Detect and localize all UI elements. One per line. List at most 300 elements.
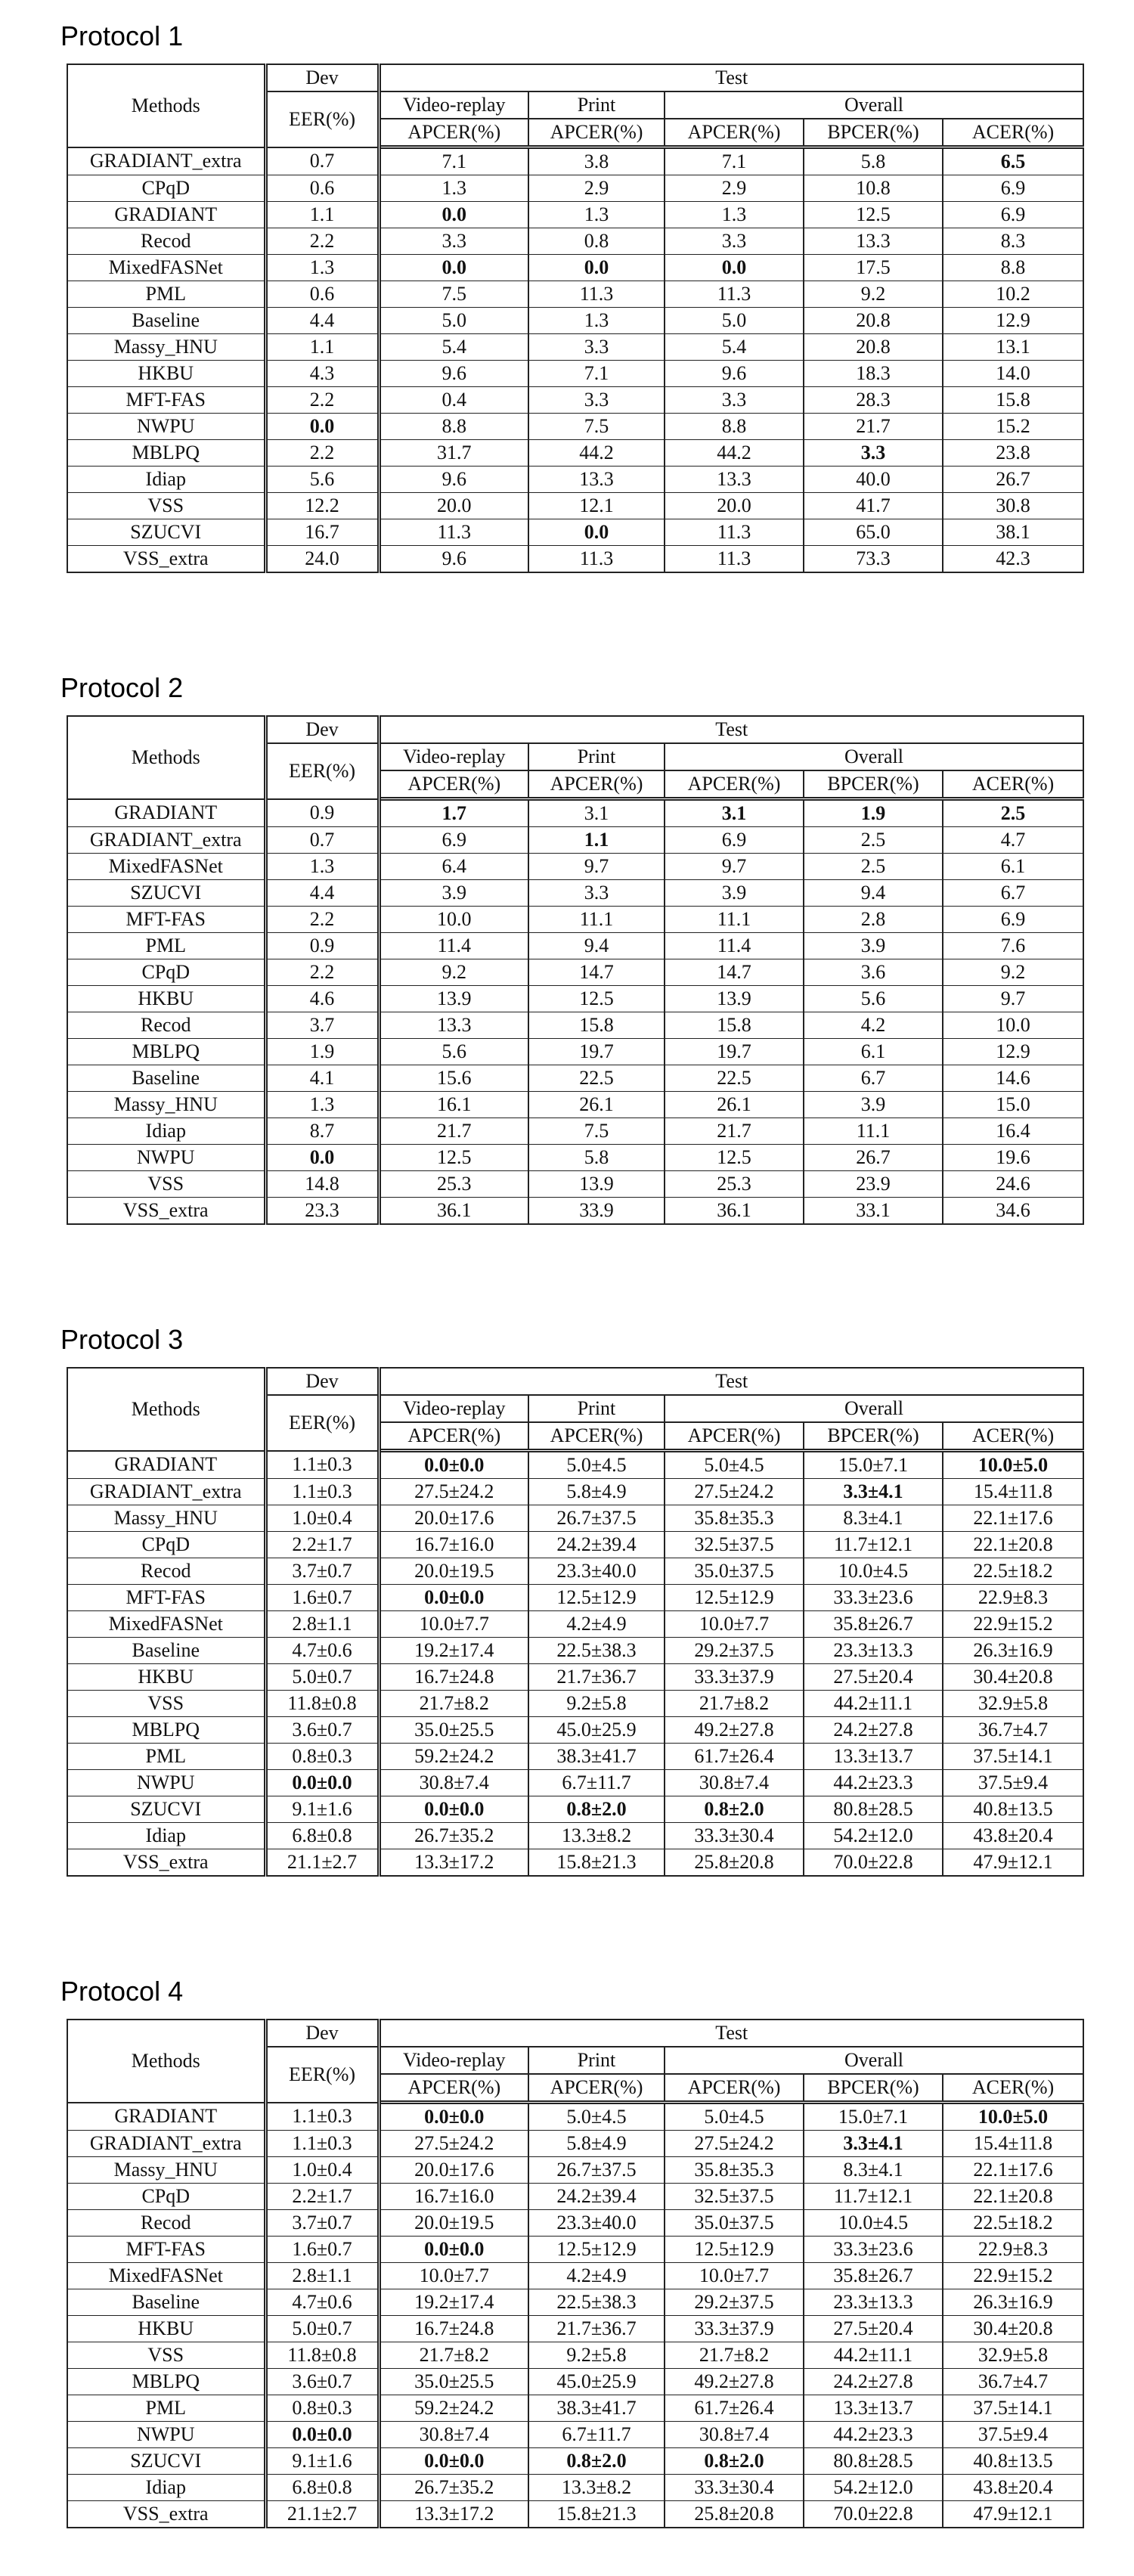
value-cell: 11.8±0.8 — [265, 2342, 379, 2369]
value-cell: 4.2±4.9 — [528, 1611, 665, 1638]
method-name-cell: SZUCVI — [67, 880, 265, 907]
method-name-cell: VSS — [67, 2342, 265, 2369]
method-name-cell: VSS_extra — [67, 1849, 265, 1877]
method-name-cell: MixedFASNet — [67, 255, 265, 281]
value-cell: 3.1 — [528, 799, 665, 827]
value-cell: 2.8 — [804, 907, 943, 933]
value-cell: 42.3 — [943, 546, 1083, 573]
video-replay-apcer-header: APCER(%) — [379, 2074, 528, 2103]
value-cell: 2.5 — [804, 854, 943, 880]
value-cell: 21.7±8.2 — [665, 1691, 804, 1717]
value-cell: 5.8 — [528, 1145, 665, 1171]
protocol-title: Protocol 4 — [60, 1976, 184, 2007]
print-header: Print — [528, 2047, 665, 2074]
value-cell: 13.9 — [665, 986, 804, 1012]
value-cell: 16.7±24.8 — [379, 1664, 528, 1691]
value-cell: 0.8±0.3 — [265, 1744, 379, 1770]
value-cell: 32.5±37.5 — [665, 2184, 804, 2210]
method-name-cell: PML — [67, 1744, 265, 1770]
value-cell: 12.5 — [528, 986, 665, 1012]
overall-bpcer-header: BPCER(%) — [804, 2074, 943, 2103]
overall-header: Overall — [665, 1395, 1083, 1422]
value-cell: 36.1 — [379, 1198, 528, 1225]
value-cell: 15.8 — [665, 1012, 804, 1039]
table-row — [67, 2422, 1083, 2448]
value-cell: 20.0 — [665, 493, 804, 519]
table-row — [67, 854, 1083, 880]
value-cell: 15.4±11.8 — [943, 1479, 1083, 1505]
value-cell: 22.1±17.6 — [943, 1505, 1083, 1532]
value-cell: 23.3±13.3 — [804, 2289, 943, 2316]
value-cell: 37.5±14.1 — [943, 2395, 1083, 2422]
value-cell: 34.6 — [943, 1198, 1083, 1225]
table-row — [67, 1849, 1083, 1877]
value-cell: 3.3 — [804, 440, 943, 467]
value-cell: 5.0±0.7 — [265, 2316, 379, 2342]
table-row — [67, 1770, 1083, 1796]
overall-bpcer-header: BPCER(%) — [804, 119, 943, 147]
method-name-cell: HKBU — [67, 2316, 265, 2342]
method-name-cell: PML — [67, 933, 265, 959]
table-row — [67, 1664, 1083, 1691]
value-cell: 0.6 — [265, 281, 379, 308]
value-cell: 36.7±4.7 — [943, 2369, 1083, 2395]
value-cell: 13.3±13.7 — [804, 1744, 943, 1770]
results-table — [67, 64, 1084, 573]
test-header: Test — [379, 64, 1083, 91]
method-name-cell: Recod — [67, 1558, 265, 1585]
table-row — [67, 2184, 1083, 2210]
value-cell: 23.3±13.3 — [804, 1638, 943, 1664]
value-cell: 5.8±4.9 — [528, 1479, 665, 1505]
value-cell: 23.3±40.0 — [528, 1558, 665, 1585]
value-cell: 0.7 — [265, 827, 379, 854]
value-cell: 3.3±4.1 — [804, 1479, 943, 1505]
value-cell: 13.9 — [528, 1171, 665, 1198]
table-row — [67, 255, 1083, 281]
value-cell: 1.9 — [265, 1039, 379, 1065]
overall-bpcer-header: BPCER(%) — [804, 770, 943, 799]
value-cell: 26.7±37.5 — [528, 1505, 665, 1532]
video-replay-header: Video-replay — [379, 1395, 528, 1422]
value-cell: 15.0±7.1 — [804, 1451, 943, 1479]
value-cell: 0.0 — [265, 1145, 379, 1171]
table-row — [67, 1039, 1083, 1065]
value-cell: 15.8 — [528, 1012, 665, 1039]
table-row — [67, 986, 1083, 1012]
value-cell: 15.8±21.3 — [528, 1849, 665, 1877]
value-cell: 20.0±17.6 — [379, 1505, 528, 1532]
value-cell: 3.3 — [528, 880, 665, 907]
overall-acer-header: ACER(%) — [943, 2074, 1083, 2103]
value-cell: 27.5±20.4 — [804, 2316, 943, 2342]
method-name-cell: MBLPQ — [67, 2369, 265, 2395]
print-header: Print — [528, 743, 665, 770]
table-row — [67, 1532, 1083, 1558]
value-cell: 2.5 — [804, 827, 943, 854]
value-cell: 18.3 — [804, 361, 943, 387]
method-name-cell: CPqD — [67, 1532, 265, 1558]
value-cell: 37.5±9.4 — [943, 2422, 1083, 2448]
value-cell: 2.9 — [528, 175, 665, 202]
eer-header: EER(%) — [265, 2047, 379, 2103]
table-row — [67, 2501, 1083, 2528]
value-cell: 13.3±17.2 — [379, 1849, 528, 1877]
value-cell: 0.8±0.3 — [265, 2395, 379, 2422]
table-row — [67, 2395, 1083, 2422]
value-cell: 5.0±0.7 — [265, 1664, 379, 1691]
value-cell: 0.8±2.0 — [665, 2448, 804, 2475]
value-cell: 47.9±12.1 — [943, 2501, 1083, 2528]
value-cell: 4.7±0.6 — [265, 2289, 379, 2316]
value-cell: 4.2 — [804, 1012, 943, 1039]
value-cell: 21.7±8.2 — [379, 2342, 528, 2369]
value-cell: 20.0 — [379, 493, 528, 519]
method-name-cell: Massy_HNU — [67, 2157, 265, 2184]
method-name-cell: VSS — [67, 1691, 265, 1717]
value-cell: 16.7±16.0 — [379, 2184, 528, 2210]
value-cell: 3.6±0.7 — [265, 2369, 379, 2395]
value-cell: 7.1 — [379, 147, 528, 175]
method-name-cell: Massy_HNU — [67, 1505, 265, 1532]
value-cell: 25.8±20.8 — [665, 2501, 804, 2528]
method-name-cell: GRADIANT_extra — [67, 827, 265, 854]
value-cell: 0.7 — [265, 147, 379, 175]
value-cell: 0.0±0.0 — [379, 2237, 528, 2263]
table-row — [67, 467, 1083, 493]
method-name-cell: GRADIANT_extra — [67, 1479, 265, 1505]
method-name-cell: GRADIANT — [67, 1451, 265, 1479]
value-cell: 35.0±25.5 — [379, 2369, 528, 2395]
value-cell: 11.8±0.8 — [265, 1691, 379, 1717]
value-cell: 1.1 — [528, 827, 665, 854]
method-name-cell: Idiap — [67, 2475, 265, 2501]
eer-header: EER(%) — [265, 1395, 379, 1451]
method-name-cell: MBLPQ — [67, 1039, 265, 1065]
overall-acer-header: ACER(%) — [943, 119, 1083, 147]
value-cell: 33.3±23.6 — [804, 2237, 943, 2263]
value-cell: 3.3±4.1 — [804, 2131, 943, 2157]
protocol-title: Protocol 1 — [60, 20, 184, 51]
value-cell: 3.9 — [804, 933, 943, 959]
value-cell: 27.5±20.4 — [804, 1664, 943, 1691]
table-row — [67, 440, 1083, 467]
value-cell: 20.0±19.5 — [379, 1558, 528, 1585]
value-cell: 21.1±2.7 — [265, 2501, 379, 2528]
value-cell: 80.8±28.5 — [804, 1796, 943, 1823]
table-row — [67, 1065, 1083, 1092]
value-cell: 1.3 — [265, 255, 379, 281]
table-row — [67, 1171, 1083, 1198]
value-cell: 7.6 — [943, 933, 1083, 959]
value-cell: 4.7±0.6 — [265, 1638, 379, 1664]
value-cell: 26.7±35.2 — [379, 2475, 528, 2501]
value-cell: 15.6 — [379, 1065, 528, 1092]
value-cell: 12.1 — [528, 493, 665, 519]
method-name-cell: Idiap — [67, 1118, 265, 1145]
method-name-cell: CPqD — [67, 175, 265, 202]
value-cell: 1.3 — [265, 1092, 379, 1118]
table-row — [67, 228, 1083, 255]
method-name-cell: HKBU — [67, 361, 265, 387]
value-cell: 59.2±24.2 — [379, 2395, 528, 2422]
value-cell: 27.5±24.2 — [665, 1479, 804, 1505]
value-cell: 9.4 — [804, 880, 943, 907]
value-cell: 26.3±16.9 — [943, 1638, 1083, 1664]
value-cell: 26.3±16.9 — [943, 2289, 1083, 2316]
value-cell: 6.9 — [943, 202, 1083, 228]
value-cell: 7.5 — [528, 1118, 665, 1145]
value-cell: 35.0±25.5 — [379, 1717, 528, 1744]
value-cell: 23.3 — [265, 1198, 379, 1225]
table-row — [67, 1479, 1083, 1505]
value-cell: 11.3 — [665, 281, 804, 308]
value-cell: 1.7 — [379, 799, 528, 827]
table-row — [67, 2210, 1083, 2237]
value-cell: 1.3 — [528, 308, 665, 334]
value-cell: 16.7±16.0 — [379, 1532, 528, 1558]
table-row — [67, 175, 1083, 202]
value-cell: 73.3 — [804, 546, 943, 573]
value-cell: 8.3 — [943, 228, 1083, 255]
table-row — [67, 1638, 1083, 1664]
table-row — [67, 2289, 1083, 2316]
value-cell: 7.1 — [528, 361, 665, 387]
value-cell: 21.7±36.7 — [528, 1664, 665, 1691]
value-cell: 10.8 — [804, 175, 943, 202]
value-cell: 10.0±5.0 — [943, 1451, 1083, 1479]
overall-acer-header: ACER(%) — [943, 770, 1083, 799]
value-cell: 3.3 — [379, 228, 528, 255]
method-name-cell: PML — [67, 281, 265, 308]
value-cell: 13.3 — [665, 467, 804, 493]
results-table — [67, 715, 1084, 1225]
value-cell: 0.0 — [528, 519, 665, 546]
methods-header: Methods — [67, 64, 265, 147]
value-cell: 6.7±11.7 — [528, 2422, 665, 2448]
value-cell: 9.2±5.8 — [528, 1691, 665, 1717]
value-cell: 33.3±23.6 — [804, 1585, 943, 1611]
overall-apcer-header: APCER(%) — [665, 119, 804, 147]
method-name-cell: Baseline — [67, 1638, 265, 1664]
value-cell: 12.5±12.9 — [528, 1585, 665, 1611]
value-cell: 4.7 — [943, 827, 1083, 854]
value-cell: 8.8 — [665, 414, 804, 440]
method-name-cell: VSS — [67, 1171, 265, 1198]
value-cell: 15.0±7.1 — [804, 2103, 943, 2131]
value-cell: 44.2±23.3 — [804, 1770, 943, 1796]
method-name-cell: Massy_HNU — [67, 334, 265, 361]
table-row — [67, 1823, 1083, 1849]
table-row — [67, 1118, 1083, 1145]
value-cell: 16.7±24.8 — [379, 2316, 528, 2342]
value-cell: 8.8 — [379, 414, 528, 440]
value-cell: 13.3±8.2 — [528, 1823, 665, 1849]
value-cell: 0.0±0.0 — [379, 1451, 528, 1479]
value-cell: 3.7±0.7 — [265, 2210, 379, 2237]
value-cell: 2.2 — [265, 907, 379, 933]
value-cell: 0.0 — [379, 202, 528, 228]
method-name-cell: Baseline — [67, 1065, 265, 1092]
value-cell: 22.5±38.3 — [528, 1638, 665, 1664]
value-cell: 9.2 — [379, 959, 528, 986]
table-row — [67, 933, 1083, 959]
value-cell: 45.0±25.9 — [528, 2369, 665, 2395]
value-cell: 26.1 — [528, 1092, 665, 1118]
value-cell: 11.3 — [665, 546, 804, 573]
value-cell: 33.3±37.9 — [665, 1664, 804, 1691]
table-row — [67, 2369, 1083, 2395]
table-row — [67, 1691, 1083, 1717]
table-row — [67, 1558, 1083, 1585]
method-name-cell: VSS_extra — [67, 2501, 265, 2528]
value-cell: 28.3 — [804, 387, 943, 414]
value-cell: 22.9±8.3 — [943, 2237, 1083, 2263]
value-cell: 6.4 — [379, 854, 528, 880]
value-cell: 5.0±4.5 — [528, 1451, 665, 1479]
table-row — [67, 2103, 1083, 2131]
method-name-cell: Baseline — [67, 308, 265, 334]
value-cell: 23.9 — [804, 1171, 943, 1198]
value-cell: 0.8 — [528, 228, 665, 255]
table-row — [67, 1012, 1083, 1039]
table-row — [67, 1611, 1083, 1638]
value-cell: 2.5 — [943, 799, 1083, 827]
value-cell: 9.6 — [379, 467, 528, 493]
value-cell: 5.6 — [265, 467, 379, 493]
value-cell: 0.8±2.0 — [665, 1796, 804, 1823]
value-cell: 19.2±17.4 — [379, 2289, 528, 2316]
table-row — [67, 2131, 1083, 2157]
value-cell: 26.7±35.2 — [379, 1823, 528, 1849]
table-row — [67, 1585, 1083, 1611]
value-cell: 13.3±13.7 — [804, 2395, 943, 2422]
value-cell: 22.1±20.8 — [943, 2184, 1083, 2210]
value-cell: 44.2 — [665, 440, 804, 467]
value-cell: 15.0 — [943, 1092, 1083, 1118]
value-cell: 44.2 — [528, 440, 665, 467]
value-cell: 3.9 — [804, 1092, 943, 1118]
value-cell: 30.4±20.8 — [943, 1664, 1083, 1691]
table-row — [67, 2475, 1083, 2501]
print-apcer-header: APCER(%) — [528, 119, 665, 147]
value-cell: 40.8±13.5 — [943, 2448, 1083, 2475]
value-cell: 3.6 — [804, 959, 943, 986]
value-cell: 11.3 — [665, 519, 804, 546]
value-cell: 10.0±5.0 — [943, 2103, 1083, 2131]
value-cell: 24.2±39.4 — [528, 1532, 665, 1558]
value-cell: 0.9 — [265, 933, 379, 959]
overall-header: Overall — [665, 743, 1083, 770]
test-header: Test — [379, 716, 1083, 743]
method-name-cell: GRADIANT_extra — [67, 147, 265, 175]
value-cell: 20.0±19.5 — [379, 2210, 528, 2237]
value-cell: 29.2±37.5 — [665, 1638, 804, 1664]
method-name-cell: Recod — [67, 1012, 265, 1039]
value-cell: 22.5 — [528, 1065, 665, 1092]
value-cell: 3.3 — [665, 228, 804, 255]
value-cell: 33.1 — [804, 1198, 943, 1225]
value-cell: 5.4 — [379, 334, 528, 361]
value-cell: 11.3 — [379, 519, 528, 546]
value-cell: 2.2 — [265, 228, 379, 255]
value-cell: 22.9±8.3 — [943, 1585, 1083, 1611]
value-cell: 9.4 — [528, 933, 665, 959]
value-cell: 19.2±17.4 — [379, 1638, 528, 1664]
value-cell: 0.8±2.0 — [528, 1796, 665, 1823]
value-cell: 33.3±30.4 — [665, 2475, 804, 2501]
method-name-cell: HKBU — [67, 986, 265, 1012]
value-cell: 33.9 — [528, 1198, 665, 1225]
value-cell: 19.6 — [943, 1145, 1083, 1171]
method-name-cell: GRADIANT — [67, 2103, 265, 2131]
eer-header: EER(%) — [265, 91, 379, 147]
value-cell: 25.3 — [665, 1171, 804, 1198]
value-cell: 13.3 — [379, 1012, 528, 1039]
value-cell: 35.8±35.3 — [665, 1505, 804, 1532]
value-cell: 32.5±37.5 — [665, 1532, 804, 1558]
value-cell: 1.0±0.4 — [265, 1505, 379, 1532]
value-cell: 4.2±4.9 — [528, 2263, 665, 2289]
value-cell: 5.0±4.5 — [528, 2103, 665, 2131]
value-cell: 35.8±26.7 — [804, 1611, 943, 1638]
dev-header: Dev — [265, 716, 379, 743]
value-cell: 5.8±4.9 — [528, 2131, 665, 2157]
value-cell: 6.9 — [943, 175, 1083, 202]
value-cell: 26.7±37.5 — [528, 2157, 665, 2184]
value-cell: 61.7±26.4 — [665, 2395, 804, 2422]
value-cell: 9.7 — [528, 854, 665, 880]
value-cell: 14.0 — [943, 361, 1083, 387]
table-row — [67, 147, 1083, 175]
value-cell: 6.9 — [943, 907, 1083, 933]
value-cell: 2.9 — [665, 175, 804, 202]
test-header: Test — [379, 1368, 1083, 1395]
value-cell: 9.7 — [943, 986, 1083, 1012]
value-cell: 2.8±1.1 — [265, 2263, 379, 2289]
value-cell: 22.1±17.6 — [943, 2157, 1083, 2184]
value-cell: 22.1±20.8 — [943, 1532, 1083, 1558]
table-row — [67, 493, 1083, 519]
table-row — [67, 202, 1083, 228]
value-cell: 41.7 — [804, 493, 943, 519]
value-cell: 14.8 — [265, 1171, 379, 1198]
overall-apcer-header: APCER(%) — [665, 770, 804, 799]
test-header: Test — [379, 2020, 1083, 2047]
value-cell: 35.8±35.3 — [665, 2157, 804, 2184]
value-cell: 2.2 — [265, 387, 379, 414]
method-name-cell: SZUCVI — [67, 2448, 265, 2475]
table-row — [67, 2263, 1083, 2289]
value-cell: 4.6 — [265, 986, 379, 1012]
method-name-cell: MFT-FAS — [67, 387, 265, 414]
value-cell: 38.1 — [943, 519, 1083, 546]
table-row — [67, 414, 1083, 440]
method-name-cell: SZUCVI — [67, 519, 265, 546]
table-row — [67, 546, 1083, 573]
value-cell: 7.5 — [528, 414, 665, 440]
value-cell: 12.9 — [943, 308, 1083, 334]
value-cell: 10.0±7.7 — [665, 2263, 804, 2289]
value-cell: 20.0±17.6 — [379, 2157, 528, 2184]
method-name-cell: Idiap — [67, 467, 265, 493]
value-cell: 0.0 — [379, 255, 528, 281]
value-cell: 15.4±11.8 — [943, 2131, 1083, 2157]
value-cell: 22.9±15.2 — [943, 1611, 1083, 1638]
value-cell: 21.7 — [804, 414, 943, 440]
value-cell: 9.6 — [379, 361, 528, 387]
value-cell: 0.0±0.0 — [379, 1585, 528, 1611]
